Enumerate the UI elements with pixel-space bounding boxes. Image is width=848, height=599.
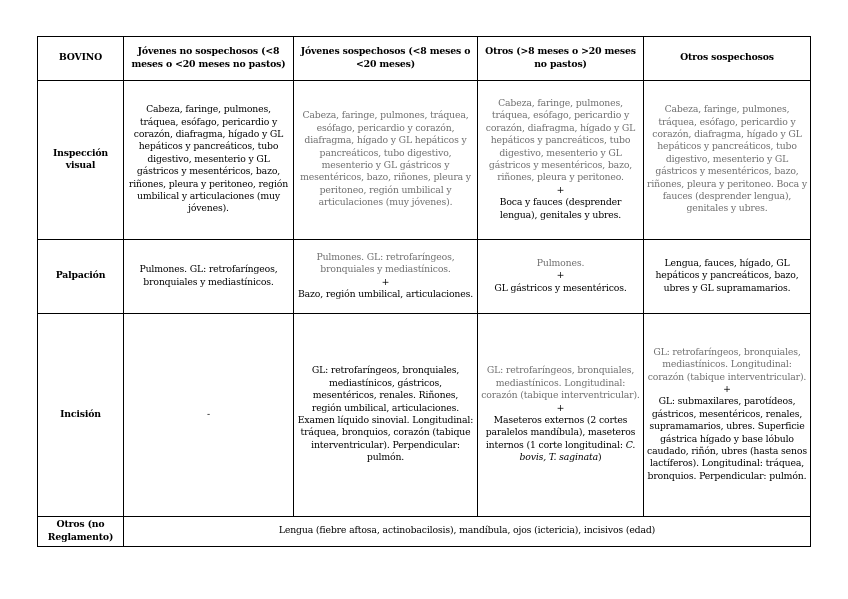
row-label-inspeccion: Inspección visual: [38, 81, 124, 240]
cell-incision-c4: [644, 314, 811, 517]
cell-inspeccion-c3-plus: +: [556, 184, 565, 196]
cell-inspeccion-c2: Cabeza, faringe, pulmones, tráquea, esófago, pericardio y corazón, diafragma, hígado y GL hepáticos y pancreáticos, tubo digestivo, mesenterio y GL gástricos y mesentéricos, bazo, riñones, pleura y peritoneo, región umbilical y articulaciones (muy jóvenes).: [294, 81, 478, 240]
corner-header: BOVINO: [38, 37, 124, 81]
cell-inspeccion-c4: Cabeza, faringe, pulmones, tráquea, esófago, pericardio y corazón, diafragma, hígado y GL hepáticos y pancreáticos, tubo digestivo, mesenterio y GL gástricos y mesentéricos, bazo, riñones, pleura y peritoneo. Boca y fauces (desprender lengua), genitales y ubres.: [644, 81, 811, 240]
cell-palpacion-c1: Pulmones. GL: retrofaríngeos, bronquiales y mediastínicos.: [124, 240, 294, 314]
inspection-table: [37, 36, 811, 547]
header-others: Otros (>8 meses o >20 meses no pastos): [478, 37, 644, 81]
cell-incision-c3-plus: +: [556, 402, 565, 414]
cell-inspeccion-c3: [478, 81, 644, 240]
row-incision: [38, 314, 811, 517]
row-inspeccion: [38, 81, 811, 240]
cell-palpacion-c3-plus: +: [556, 270, 565, 282]
header-young-suspect: Jóvenes sospechosos (<8 meses o <20 meses): [294, 37, 478, 81]
cell-incision-c3-black: Maseteros externos (2 cortes paralelos mandíbula), maseteros internos (1 corte longitudinal:: [485, 415, 636, 451]
cell-inspeccion-c3-grey: Cabeza, faringe, pulmones, tráquea, esófago, pericardio y corazón, diafragma, hígado y GL hepáticos y pancreáticos, tubo digestivo, mesenterio y GL gástricos y mesentéricos, bazo, riñones, pleura y peritoneo.: [485, 97, 636, 184]
header-others-suspect: Otros sospechosos: [644, 37, 811, 81]
cell-incision-c4-grey: GL: retrofaríngeos, bronquiales, mediastínicos. Longitudinal: corazón (tabique interventricular).: [647, 346, 807, 383]
row-label-otros: Otros (no Reglamento): [38, 517, 124, 547]
cell-incision-c3-end: ): [598, 452, 602, 464]
cell-incision-c4-plus: +: [723, 383, 731, 395]
cell-inspeccion-c1: Cabeza, faringe, pulmones, tráquea, esófago, pericardio y corazón, diafragma, hígado y GL hepáticos y pancreáticos, tubo digestivo, mesenterio y GL gástricos y mesentéricos, bazo, riñones, pleura y peritoneo, región umbilical y articulaciones (muy jóvenes).: [124, 81, 294, 240]
cell-palpacion-c3: [478, 240, 644, 314]
cell-palpacion-c2-grey: Pulmones. GL: retrofaríngeos, bronquiales y mediastínicos.: [316, 251, 455, 276]
cell-incision-c3-grey: GL: retrofaríngeos, bronquiales, mediastínicos. Longitudinal: corazón (tabique interventricular).: [481, 365, 640, 402]
cell-incision-c3-italic: C. bovis, T. saginata: [519, 439, 636, 464]
cell-palpacion-c2: [294, 240, 478, 314]
header-young-not-suspect: Jóvenes no sospechosos (<8 meses o <20 meses no pastos): [124, 37, 294, 81]
cell-inspeccion-c3-black: Boca y fauces (desprender lengua), genitales y ubres.: [499, 197, 622, 221]
cell-incision-c2: GL: retrofaríngeos, bronquiales, mediastínicos, gástricos, mesentéricos, renales. Riñones, región umbilical, articulaciones. Examen líquido sinovial. Longitudinal: tráquea, bronquios, corazón (tabique interventricular). Perpendicular: pulmón.: [294, 314, 478, 517]
cell-palpacion-c2-black: Bazo, región umbilical, articulaciones.: [297, 288, 474, 300]
row-label-incision: Incisión: [38, 314, 124, 517]
cell-palpacion-c2-plus: +: [381, 276, 390, 288]
cell-palpacion-c4: Lengua, fauces, hígado, GL hepáticos y pancreáticos, bazo, ubres y GL supramamarios.: [644, 240, 811, 314]
cell-palpacion-c3-black: GL gástricos y mesentéricos.: [494, 282, 627, 294]
cell-incision-c1: -: [124, 314, 294, 517]
cell-palpacion-c3-grey: Pulmones.: [536, 257, 585, 269]
row-label-palpacion: Palpación: [38, 240, 124, 314]
header-row: [38, 37, 811, 81]
cell-incision-c4-black: GL: submaxilares, parotídeos, gástricos, mesentéricos, renales, supramamarios, ubres. Superficie gástrica hígado y base lóbulo caudado, riñón, ubres (hasta senos lactíferos). Longitudinal: tráquea, bronquios. Perpendicular: pulmón.: [647, 396, 807, 482]
row-palpacion: [38, 240, 811, 314]
cell-incision-c3-black-wrap: [481, 415, 640, 465]
cell-otros: Lengua (fiebre aftosa, actinobacilosis), mandíbula, ojos (ictericia), incisivos (edad): [124, 517, 811, 547]
row-otros: [38, 517, 811, 547]
cell-incision-c3: [478, 314, 644, 517]
